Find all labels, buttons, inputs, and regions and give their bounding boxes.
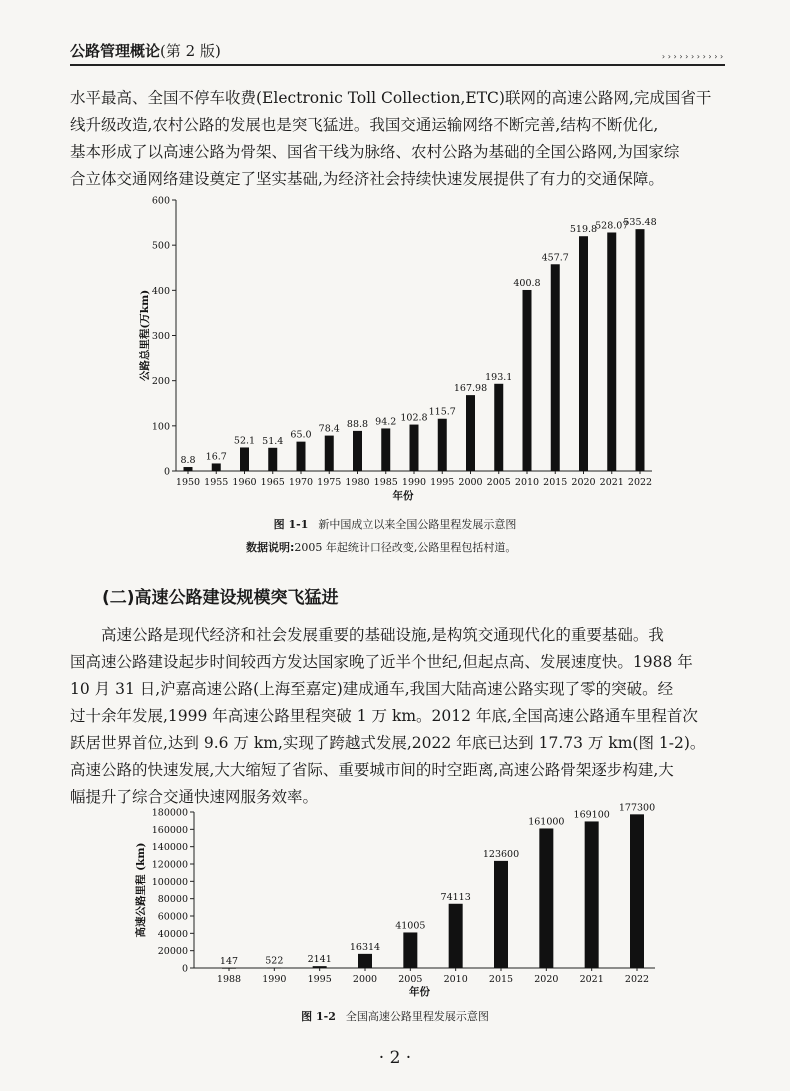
bar bbox=[449, 904, 463, 968]
x-tick-label: 1960 bbox=[232, 477, 257, 488]
data-label: 51.4 bbox=[262, 435, 284, 447]
data-label: 123600 bbox=[482, 848, 520, 860]
y-tick-label: 400 bbox=[151, 285, 170, 297]
x-tick-label: 1970 bbox=[288, 477, 314, 488]
x-tick-label: 1950 bbox=[175, 477, 201, 488]
data-label: 193.1 bbox=[485, 371, 513, 383]
bar bbox=[403, 932, 417, 968]
data-label: 94.2 bbox=[375, 416, 397, 428]
y-tick-label: 60000 bbox=[157, 911, 188, 923]
text-line: 高速公路是现代经济和社会发展重要的基础设施,是构筑交通现代化的重要基础。我 bbox=[101, 626, 664, 644]
x-tick-label: 2022 bbox=[624, 974, 650, 985]
y-tick-label: 180000 bbox=[151, 807, 188, 819]
y-tick-label: 80000 bbox=[157, 894, 188, 906]
text-line: 跃居世界首位,达到 9.6 万 km,实现了跨越式发展,2022 年底已达到 17.73 万 km(图 1-2)。 bbox=[70, 734, 706, 752]
text-line: 10 月 31 日,沪嘉高速公路(上海至嘉定)建成通车,我国大陆高速公路实现了零的突破。经 bbox=[70, 680, 674, 698]
y-tick-label: 100 bbox=[151, 421, 170, 433]
data-label: 88.8 bbox=[346, 418, 369, 430]
y-tick-label: 20000 bbox=[157, 946, 188, 958]
y-tick-label: 0 bbox=[181, 963, 188, 975]
x-axis-label: 年份 bbox=[392, 490, 414, 502]
x-tick-label: 2000 bbox=[352, 974, 378, 985]
bar bbox=[325, 436, 334, 471]
data-label: 102.8 bbox=[400, 412, 428, 424]
data-label: 400.8 bbox=[513, 277, 541, 289]
data-label: 457.7 bbox=[541, 252, 569, 264]
data-label: 115.7 bbox=[428, 406, 456, 418]
book-title: 公路管理概论(第 2 版) bbox=[70, 42, 221, 60]
data-label: 535.48 bbox=[623, 217, 657, 229]
y-tick-label: 40000 bbox=[157, 928, 188, 940]
x-tick-label: 2020 bbox=[571, 477, 596, 488]
bar bbox=[494, 384, 503, 471]
x-tick-label: 2021 bbox=[599, 477, 624, 488]
caption-text: 全国高速公路里程发展示意图 bbox=[345, 1010, 489, 1023]
x-tick-label: 1985 bbox=[373, 477, 398, 488]
x-axis-label: 年份 bbox=[409, 986, 430, 998]
y-axis-label: 高速公路里程 (km) bbox=[135, 842, 147, 938]
bar bbox=[381, 428, 390, 471]
y-tick-label: 100000 bbox=[151, 876, 188, 888]
bar bbox=[212, 463, 221, 471]
data-label: 16.7 bbox=[205, 451, 227, 463]
page-number: · 2 · bbox=[378, 1048, 412, 1068]
text-line: 线升级改造,农村公路的发展也是突飞猛进。我国交通运输网络不断完善,结构不断优化, bbox=[70, 116, 659, 134]
bar bbox=[297, 442, 306, 471]
bar bbox=[184, 467, 193, 471]
x-tick-label: 1955 bbox=[204, 477, 229, 488]
bar bbox=[268, 448, 277, 471]
bar bbox=[358, 954, 372, 968]
text-line: 水平最高、全国不停车收费(Electronic Toll Collection,ETC)联网的高速公路网,完成国省干 bbox=[70, 89, 712, 107]
y-tick-label: 160000 bbox=[151, 824, 188, 836]
data-label: 16314 bbox=[349, 941, 381, 953]
x-tick-label: 2000 bbox=[458, 477, 483, 488]
y-tick-label: 120000 bbox=[151, 859, 188, 871]
bar bbox=[579, 236, 588, 471]
figure-1-2-chart bbox=[0, 802, 790, 1002]
data-label: 169100 bbox=[573, 809, 610, 821]
running-header bbox=[70, 38, 725, 66]
x-tick-label: 2015 bbox=[488, 974, 514, 985]
x-tick-label: 2015 bbox=[543, 477, 568, 488]
data-label: 41005 bbox=[395, 920, 426, 932]
y-tick-label: 200 bbox=[151, 376, 170, 388]
edition: (第 2 版) bbox=[160, 42, 221, 60]
figure-1-1-chart bbox=[0, 185, 790, 505]
bar bbox=[494, 861, 508, 968]
text-line: 合立体交通网络建设奠定了坚实基础,为经济社会持续快速发展提供了有力的交通保障。 bbox=[70, 170, 664, 188]
x-tick-label: 2021 bbox=[579, 974, 604, 985]
y-tick-label: 300 bbox=[151, 331, 170, 342]
note-text: 2005 年起统计口径改变,公路里程包括村道。 bbox=[294, 541, 517, 554]
y-axis-label: 公路总里程(万km) bbox=[139, 289, 151, 382]
x-tick-label: 1990 bbox=[262, 974, 287, 985]
data-label: 177300 bbox=[618, 802, 656, 814]
x-tick-label: 1988 bbox=[216, 974, 242, 985]
x-tick-label: 2005 bbox=[398, 974, 423, 985]
bar bbox=[523, 290, 532, 471]
data-label: 65.0 bbox=[290, 429, 312, 441]
header-arrows: ››››››››››› bbox=[661, 52, 725, 61]
x-tick-label: 2022 bbox=[627, 477, 653, 488]
data-label: 161000 bbox=[528, 816, 565, 828]
y-tick-label: 0 bbox=[163, 466, 170, 478]
bar bbox=[539, 828, 553, 968]
bar bbox=[438, 419, 447, 471]
data-note bbox=[246, 539, 516, 555]
x-tick-label: 1995 bbox=[430, 477, 455, 488]
text-line: 国高速公路建设起步时间较西方发达国家晚了近半个世纪,但起点高、发展速度快。1988 年 bbox=[70, 653, 693, 671]
data-label: 2141 bbox=[307, 954, 332, 966]
y-tick-label: 600 bbox=[151, 195, 170, 207]
x-tick-label: 1990 bbox=[401, 477, 427, 488]
data-label: 167.98 bbox=[453, 383, 488, 395]
x-tick-label: 1980 bbox=[345, 477, 370, 488]
x-tick-label: 1975 bbox=[317, 477, 342, 488]
bar bbox=[353, 431, 362, 471]
bar bbox=[466, 395, 475, 471]
data-label: 519.8 bbox=[569, 224, 598, 236]
data-label: 8.8 bbox=[180, 455, 196, 467]
figure-1-1-caption bbox=[0, 516, 790, 532]
caption-text: 新中国成立以来全国公路里程发展示意图 bbox=[318, 518, 517, 531]
text-line: 基本形成了以高速公路为骨架、国省干线为脉络、农村公路为基础的全国公路网,为国家综 bbox=[70, 143, 680, 161]
caption-number: 图 1-1 bbox=[273, 518, 309, 531]
y-tick-label: 140000 bbox=[151, 842, 188, 854]
bar bbox=[410, 425, 419, 471]
data-label: 52.1 bbox=[233, 435, 256, 447]
bar bbox=[636, 229, 645, 471]
x-tick-label: 2010 bbox=[514, 477, 540, 488]
data-label: 74113 bbox=[440, 891, 471, 903]
text-line: 过十余年发展,1999 年高速公路里程突破 1 万 km。2012 年底,全国高速公路通车里程首次 bbox=[70, 707, 698, 725]
intro-paragraph bbox=[70, 85, 725, 193]
x-tick-label: 2020 bbox=[534, 974, 559, 985]
x-tick-label: 1965 bbox=[260, 477, 285, 488]
section-heading: (二)高速公路建设规模突飞猛进 bbox=[102, 588, 339, 608]
data-label: 147 bbox=[219, 955, 239, 967]
data-label: 522 bbox=[265, 955, 284, 967]
bar bbox=[551, 264, 560, 471]
x-tick-label: 1995 bbox=[307, 974, 332, 985]
bar bbox=[240, 447, 249, 471]
bar bbox=[313, 966, 327, 968]
text-line: 幅提升了综合交通快速网服务效率。 bbox=[70, 788, 319, 806]
note-label: 数据说明: bbox=[246, 541, 295, 554]
y-tick-label: 500 bbox=[151, 240, 170, 252]
data-label: 528.07 bbox=[595, 220, 629, 232]
x-tick-label: 2005 bbox=[486, 477, 511, 488]
x-tick-label: 2010 bbox=[443, 974, 468, 985]
caption-number: 图 1-2 bbox=[301, 1010, 336, 1023]
data-label: 78.4 bbox=[318, 423, 340, 435]
bar bbox=[607, 232, 616, 471]
bar bbox=[585, 821, 599, 968]
bar bbox=[630, 814, 644, 968]
figure-1-2-caption bbox=[0, 1008, 790, 1024]
text-line: 高速公路的快速发展,大大缩短了省际、重要城市间的时空距离,高速公路骨架逐步构建,大 bbox=[70, 761, 674, 779]
